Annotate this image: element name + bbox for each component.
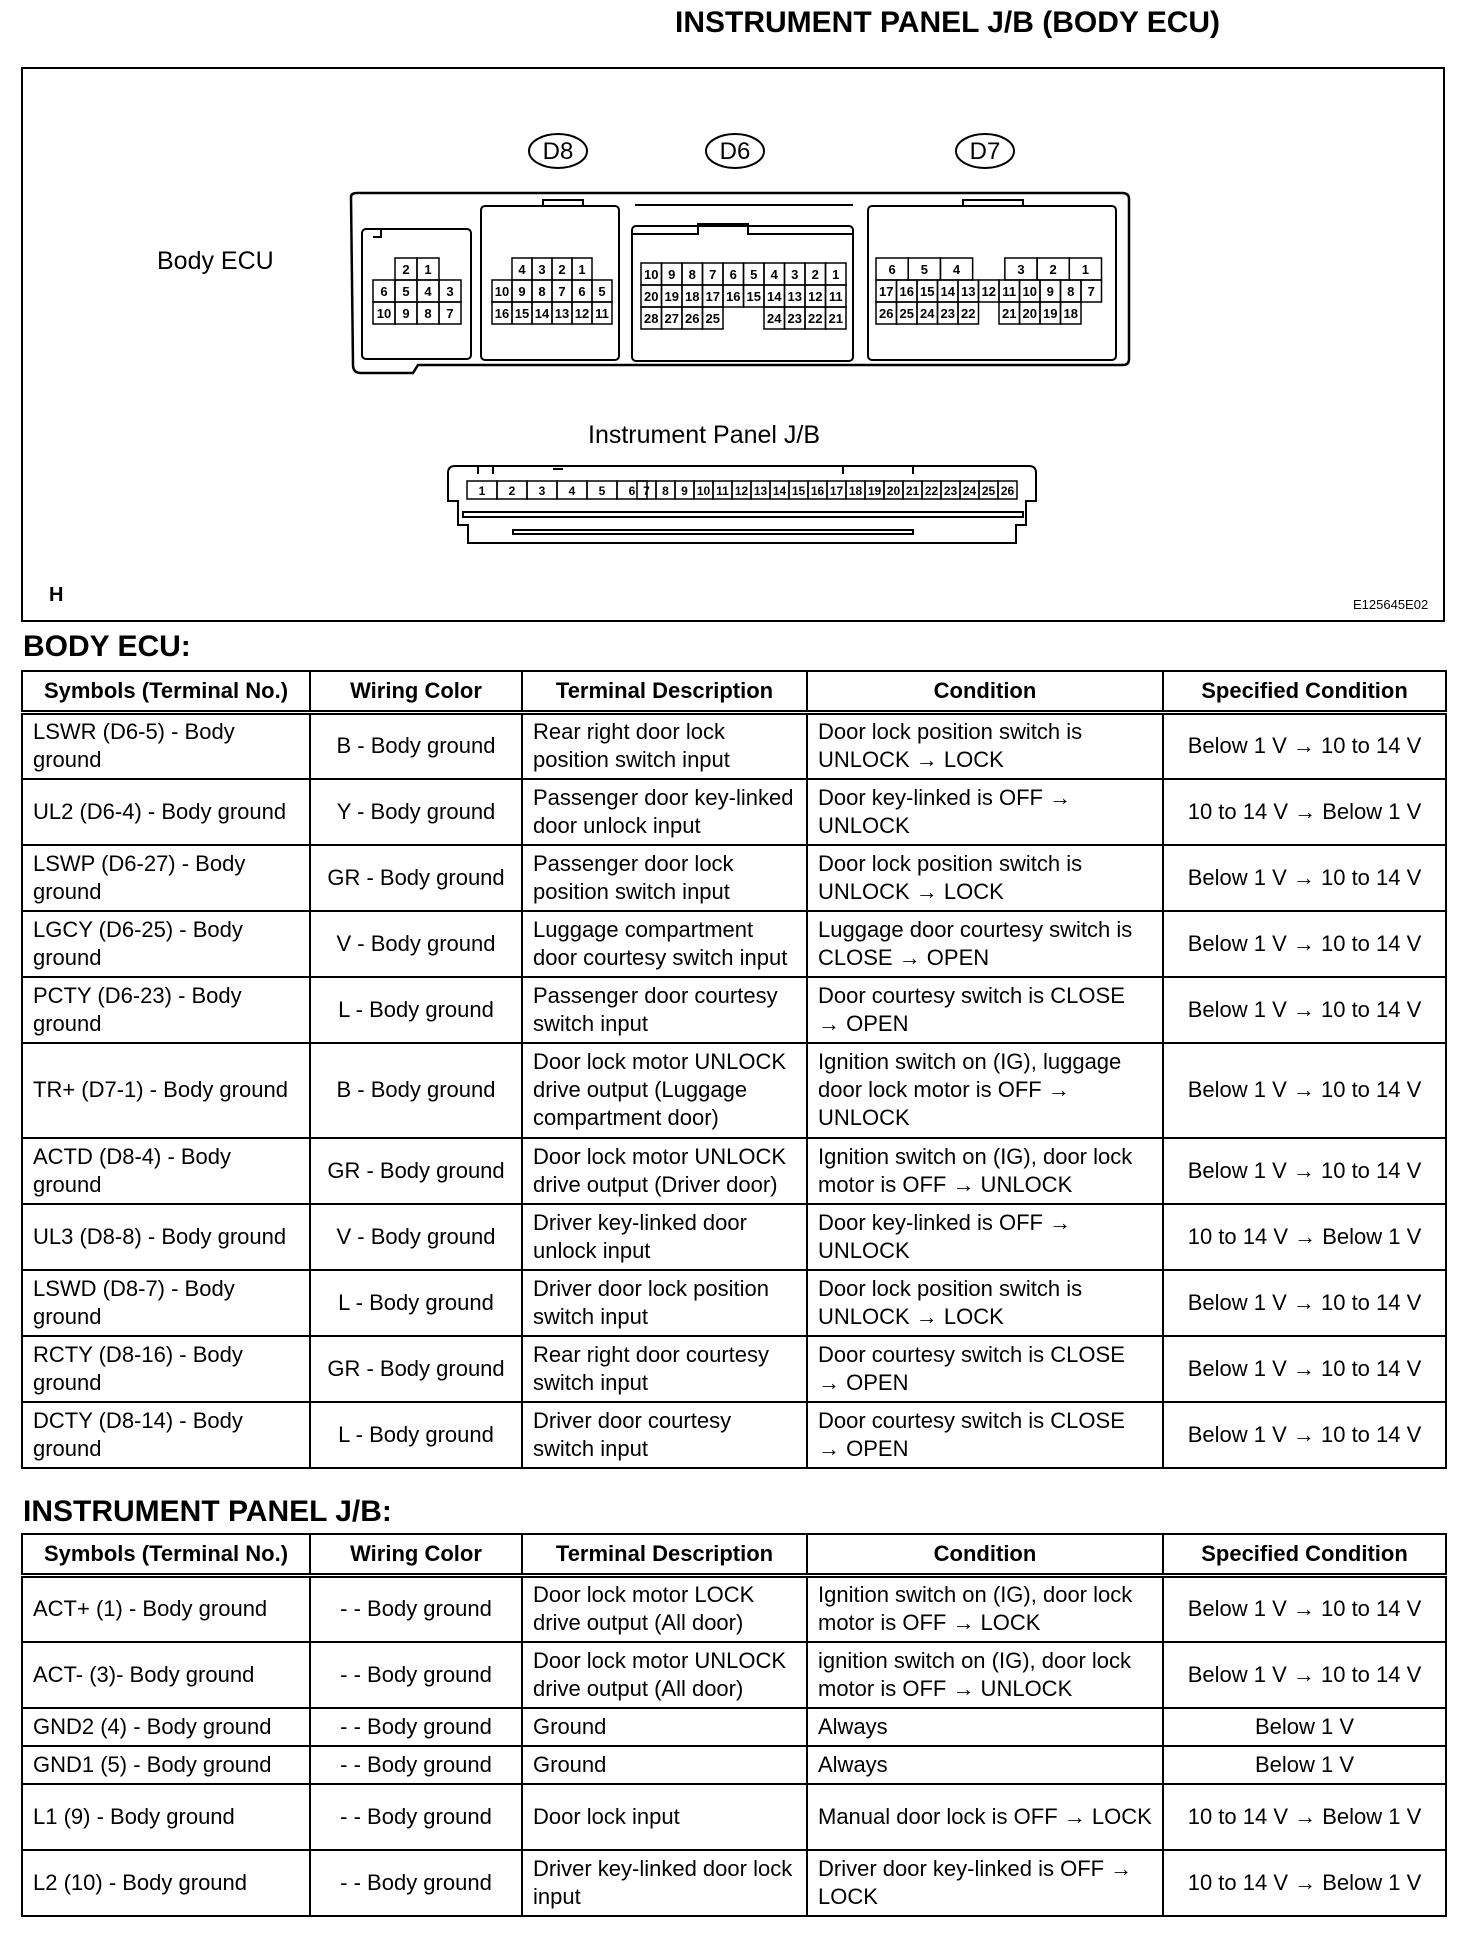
table-cell: Door lock motor UNLOCK drive output (Luggage compartment door): [522, 1043, 807, 1138]
pin-number: 11: [595, 306, 609, 321]
jb-pin-number: 23: [943, 484, 958, 498]
pin-number: 5: [402, 284, 410, 299]
pin-number: 12: [808, 289, 823, 304]
pin-number: 8: [1067, 284, 1075, 299]
jb-pin-number: 14: [772, 484, 787, 498]
table-row: [22, 713, 1446, 779]
jb-pin-number: 19: [867, 484, 882, 498]
table-cell: Door lock input: [522, 1784, 807, 1850]
page-title: INSTRUMENT PANEL J/B (BODY ECU): [675, 6, 1221, 39]
pin-number: 2: [558, 262, 566, 277]
pin-number: 22: [961, 306, 976, 321]
jb-pin-number: 5: [598, 484, 606, 498]
body-ecu-label: Body ECU: [157, 247, 274, 275]
table-cell: 10 to 14 V → Below 1 V: [1163, 1850, 1446, 1916]
table-cell: Door courtesy switch is CLOSE → OPEN: [807, 1402, 1163, 1468]
pin-number: 22: [808, 311, 823, 326]
pin-number: 8: [688, 267, 696, 282]
table-row: [22, 1642, 1446, 1708]
table-cell: Ignition switch on (IG), door lock motor is OFF → UNLOCK: [807, 1138, 1163, 1204]
connector-diagram: [21, 67, 1445, 622]
table-cell: Door lock position switch is UNLOCK → LOCK: [807, 845, 1163, 911]
table-cell: L1 (9) - Body ground: [22, 1784, 310, 1850]
table-cell: PCTY (D6-23) - Body ground: [22, 977, 310, 1043]
table-row: [22, 1336, 1446, 1402]
label-d7: D7: [969, 138, 1001, 165]
jb-pin-number: 10: [696, 484, 711, 498]
table-cell: LSWP (D6-27) - Body ground: [22, 845, 310, 911]
table-cell: Below 1 V: [1163, 1708, 1446, 1746]
pin-number: 4: [952, 262, 961, 277]
pin-number: 23: [787, 311, 802, 326]
table-cell: Rear right door courtesy switch input: [522, 1336, 807, 1402]
table-cell: GR - Body ground: [310, 845, 522, 911]
pin-number: 26: [879, 306, 894, 321]
table-row: [22, 1784, 1446, 1850]
table-cell: GND2 (4) - Body ground: [22, 1708, 310, 1746]
pin-number: 7: [558, 284, 566, 299]
jb-heading: INSTRUMENT PANEL J/B:: [23, 1495, 392, 1528]
table-cell: L2 (10) - Body ground: [22, 1850, 310, 1916]
table-cell: - - Body ground: [310, 1576, 522, 1642]
corner-label: H: [49, 584, 64, 606]
pin-number: 16: [494, 306, 510, 321]
table-cell: ACTD (D8-4) - Body ground: [22, 1138, 310, 1204]
table-cell: UL3 (D8-8) - Body ground: [22, 1204, 310, 1270]
jb-pin-number: 16: [810, 484, 825, 498]
pin-number: 25: [705, 311, 720, 326]
jb-pin-number: 12: [734, 484, 749, 498]
pin-number: 6: [729, 267, 737, 282]
table-cell: - - Body ground: [310, 1784, 522, 1850]
table-cell: Door key-linked is OFF → UNLOCK: [807, 1204, 1163, 1270]
jb-pin-number: 6: [628, 484, 636, 498]
table-cell: Y - Body ground: [310, 779, 522, 845]
table-row: [22, 845, 1446, 911]
pin-number: 1: [832, 267, 840, 282]
pin-number: 10: [1022, 284, 1037, 299]
table-cell: B - Body ground: [310, 713, 522, 779]
pin-number: 4: [770, 267, 778, 282]
pin-number: 14: [534, 306, 550, 321]
pin-number: 3: [1017, 262, 1025, 277]
table-cell: Driver key-linked door unlock input: [522, 1204, 807, 1270]
table-cell: Passenger door key-linked door unlock input: [522, 779, 807, 845]
table-cell: ACT+ (1) - Body ground: [22, 1576, 310, 1642]
table-row: [22, 1746, 1446, 1784]
pin-number: 11: [1002, 284, 1017, 299]
pin-number: 14: [940, 284, 955, 299]
jb-pin-number: 17: [829, 484, 844, 498]
table-cell: L - Body ground: [310, 977, 522, 1043]
table-cell: Luggage door courtesy switch is CLOSE → OPEN: [807, 911, 1163, 977]
col-header: Specified Condition: [1163, 1534, 1446, 1576]
table-row: [22, 977, 1446, 1043]
pin-number: 13: [554, 306, 570, 321]
table-cell: UL2 (D6-4) - Body ground: [22, 779, 310, 845]
col-header: Symbols (Terminal No.): [22, 1534, 310, 1576]
pin-number: 5: [750, 267, 758, 282]
jb-pin-number: 22: [924, 484, 939, 498]
col-header: Terminal Description: [522, 1534, 807, 1576]
jb-label: Instrument Panel J/B: [588, 421, 821, 449]
pin-number: 16: [726, 289, 741, 304]
pin-number: 24: [767, 311, 782, 326]
table-row: [22, 1708, 1446, 1746]
table-cell: Below 1 V: [1163, 1746, 1446, 1784]
pin-number: 17: [705, 289, 720, 304]
pin-number: 5: [598, 284, 606, 299]
table-row: [22, 1576, 1446, 1642]
table-row: [22, 1043, 1446, 1138]
table-cell: RCTY (D8-16) - Body ground: [22, 1336, 310, 1402]
table-cell: - - Body ground: [310, 1708, 522, 1746]
col-header: Specified Condition: [1163, 671, 1446, 713]
pin-number: 20: [644, 289, 659, 304]
pin-number: 9: [1046, 284, 1054, 299]
jb-pin-number: 21: [905, 484, 920, 498]
pin-number: 4: [424, 284, 432, 299]
table-cell: L - Body ground: [310, 1402, 522, 1468]
table-cell: Driver door key-linked is OFF → LOCK: [807, 1850, 1163, 1916]
table-cell: Ground: [522, 1746, 807, 1784]
table-cell: Passenger door courtesy switch input: [522, 977, 807, 1043]
pin-number: 7: [1087, 284, 1095, 299]
pin-number: 9: [518, 284, 526, 299]
table-cell: L - Body ground: [310, 1270, 522, 1336]
table-cell: 10 to 14 V → Below 1 V: [1163, 779, 1446, 845]
col-header: Condition: [807, 671, 1163, 713]
jb-pin-number: 11: [716, 484, 729, 498]
table-row: [22, 779, 1446, 845]
pin-number: 27: [664, 311, 679, 326]
table-cell: Below 1 V → 10 to 14 V: [1163, 713, 1446, 779]
table-cell: Door courtesy switch is CLOSE → OPEN: [807, 977, 1163, 1043]
pin-number: 2: [1049, 262, 1057, 277]
table-row: [22, 1138, 1446, 1204]
pin-number: 3: [446, 284, 454, 299]
table-cell: Below 1 V → 10 to 14 V: [1163, 1576, 1446, 1642]
jb-pin-number: 13: [753, 484, 768, 498]
jb-pin-number: 20: [886, 484, 901, 498]
pin-number: 1: [1081, 262, 1090, 277]
pin-number: 11: [828, 289, 843, 304]
pin-number: 17: [879, 284, 894, 299]
pin-number: 8: [424, 306, 432, 321]
jb-pin-number: 9: [681, 484, 688, 498]
col-header: Condition: [807, 1534, 1163, 1576]
connector-drawing: [23, 69, 1443, 620]
table-cell: Below 1 V → 10 to 14 V: [1163, 911, 1446, 977]
table-cell: 10 to 14 V → Below 1 V: [1163, 1204, 1446, 1270]
table-cell: Door lock motor UNLOCK drive output (All door): [522, 1642, 807, 1708]
table-cell: Rear right door lock position switch input: [522, 713, 807, 779]
pin-number: 8: [538, 284, 546, 299]
jb-pin-number: 7: [643, 484, 650, 498]
table-cell: DCTY (D8-14) - Body ground: [22, 1402, 310, 1468]
table-cell: B - Body ground: [310, 1043, 522, 1138]
table-cell: Ignition switch on (IG), luggage door lock motor is OFF → UNLOCK: [807, 1043, 1163, 1138]
jb-pin-number: 2: [508, 484, 516, 498]
pin-number: 7: [446, 306, 454, 321]
table-cell: ignition switch on (IG), door lock motor is OFF → UNLOCK: [807, 1642, 1163, 1708]
jb-pin-number: 4: [568, 484, 576, 498]
table-row: [22, 1204, 1446, 1270]
pin-number: 10: [376, 306, 392, 321]
jb-pin-number: 25: [981, 484, 996, 498]
figure-id: E125645E02: [1353, 597, 1429, 612]
pin-number: 12: [574, 306, 590, 321]
pin-number: 18: [685, 289, 700, 304]
table-cell: Door lock motor LOCK drive output (All door): [522, 1576, 807, 1642]
pin-number: 7: [709, 267, 717, 282]
table-row: [22, 911, 1446, 977]
table-cell: LGCY (D6-25) - Body ground: [22, 911, 310, 977]
table-cell: - - Body ground: [310, 1850, 522, 1916]
pin-number: 10: [644, 267, 659, 282]
table-cell: Below 1 V → 10 to 14 V: [1163, 1642, 1446, 1708]
table-cell: Below 1 V → 10 to 14 V: [1163, 1138, 1446, 1204]
jb-table: [21, 1533, 1447, 1917]
table-cell: Below 1 V → 10 to 14 V: [1163, 977, 1446, 1043]
table-cell: V - Body ground: [310, 911, 522, 977]
table-row: [22, 1850, 1446, 1916]
table-cell: Below 1 V → 10 to 14 V: [1163, 1043, 1446, 1138]
pin-number: 1: [578, 262, 586, 277]
jb-pin-number: 24: [962, 484, 977, 498]
pin-number: 20: [1022, 306, 1037, 321]
pin-number: 28: [644, 311, 659, 326]
pin-number: 2: [402, 262, 410, 277]
pin-number: 10: [494, 284, 510, 299]
jb-pin-number: 15: [791, 484, 806, 498]
pin-number: 3: [791, 267, 799, 282]
pin-number: 9: [402, 306, 410, 321]
table-cell: V - Body ground: [310, 1204, 522, 1270]
pin-number: 2: [811, 267, 819, 282]
col-header: Wiring Color: [310, 671, 522, 713]
body-ecu-table: [21, 670, 1447, 1469]
pin-number: 6: [888, 262, 896, 277]
table-cell: Always: [807, 1708, 1163, 1746]
table-cell: - - Body ground: [310, 1746, 522, 1784]
pin-number: 23: [940, 306, 955, 321]
table-cell: Door key-linked is OFF → UNLOCK: [807, 779, 1163, 845]
table-cell: Door lock motor UNLOCK drive output (Driver door): [522, 1138, 807, 1204]
jb-pin-number: 26: [1000, 484, 1015, 498]
body-ecu-heading: BODY ECU:: [23, 630, 191, 663]
table-cell: Door lock position switch is UNLOCK → LOCK: [807, 1270, 1163, 1336]
pin-number: 13: [961, 284, 976, 299]
table-cell: LSWD (D8-7) - Body ground: [22, 1270, 310, 1336]
jb-pin-number: 18: [848, 484, 863, 498]
table-cell: Manual door lock is OFF → LOCK: [807, 1784, 1163, 1850]
table-cell: Below 1 V → 10 to 14 V: [1163, 1402, 1446, 1468]
pin-number: 4: [518, 262, 526, 277]
table-cell: Below 1 V → 10 to 14 V: [1163, 1270, 1446, 1336]
pin-number: 21: [828, 311, 843, 326]
table-row: [22, 1402, 1446, 1468]
pin-number: 18: [1063, 306, 1078, 321]
pin-number: 16: [899, 284, 914, 299]
pin-number: 15: [746, 289, 761, 304]
pin-number: 24: [920, 306, 935, 321]
table-cell: Door courtesy switch is CLOSE → OPEN: [807, 1336, 1163, 1402]
pin-number: 9: [668, 267, 676, 282]
pin-number: 13: [787, 289, 802, 304]
col-header: Terminal Description: [522, 671, 807, 713]
pin-number: 6: [380, 284, 388, 299]
pin-number: 21: [1002, 306, 1017, 321]
table-cell: GR - Body ground: [310, 1138, 522, 1204]
table-cell: Ignition switch on (IG), door lock motor is OFF → LOCK: [807, 1576, 1163, 1642]
jb-pin-number: 8: [662, 484, 669, 498]
pin-number: 25: [899, 306, 914, 321]
table-cell: TR+ (D7-1) - Body ground: [22, 1043, 310, 1138]
pin-number: 15: [514, 306, 530, 321]
table-cell: Driver door courtesy switch input: [522, 1402, 807, 1468]
table-cell: ACT- (3)- Body ground: [22, 1642, 310, 1708]
pin-number: 14: [767, 289, 782, 304]
table-cell: - - Body ground: [310, 1642, 522, 1708]
pin-number: 26: [685, 311, 700, 326]
pin-number: 3: [538, 262, 546, 277]
table-cell: Driver door lock position switch input: [522, 1270, 807, 1336]
pin-number: 1: [424, 262, 432, 277]
table-cell: GND1 (5) - Body ground: [22, 1746, 310, 1784]
table-cell: Door lock position switch is UNLOCK → LOCK: [807, 713, 1163, 779]
table-cell: Below 1 V → 10 to 14 V: [1163, 845, 1446, 911]
table-cell: Always: [807, 1746, 1163, 1784]
pin-number: 15: [920, 284, 935, 299]
table-cell: 10 to 14 V → Below 1 V: [1163, 1784, 1446, 1850]
pin-number: 12: [981, 284, 996, 299]
table-cell: Luggage compartment door courtesy switch input: [522, 911, 807, 977]
pin-number: 5: [920, 262, 928, 277]
table-cell: LSWR (D6-5) - Body ground: [22, 713, 310, 779]
table-cell: Driver key-linked door lock input: [522, 1850, 807, 1916]
table-cell: GR - Body ground: [310, 1336, 522, 1402]
table-row: [22, 1270, 1446, 1336]
col-header: Wiring Color: [310, 1534, 522, 1576]
table-cell: Below 1 V → 10 to 14 V: [1163, 1336, 1446, 1402]
label-d6: D6: [719, 138, 751, 165]
pin-number: 19: [1043, 306, 1058, 321]
table-cell: Ground: [522, 1708, 807, 1746]
pin-number: 6: [578, 284, 586, 299]
pin-number: 19: [664, 289, 679, 304]
table-cell: Passenger door lock position switch input: [522, 845, 807, 911]
col-header: Symbols (Terminal No.): [22, 671, 310, 713]
jb-pin-number: 1: [478, 484, 486, 498]
label-d8: D8: [542, 138, 574, 165]
jb-pin-number: 3: [538, 484, 546, 498]
